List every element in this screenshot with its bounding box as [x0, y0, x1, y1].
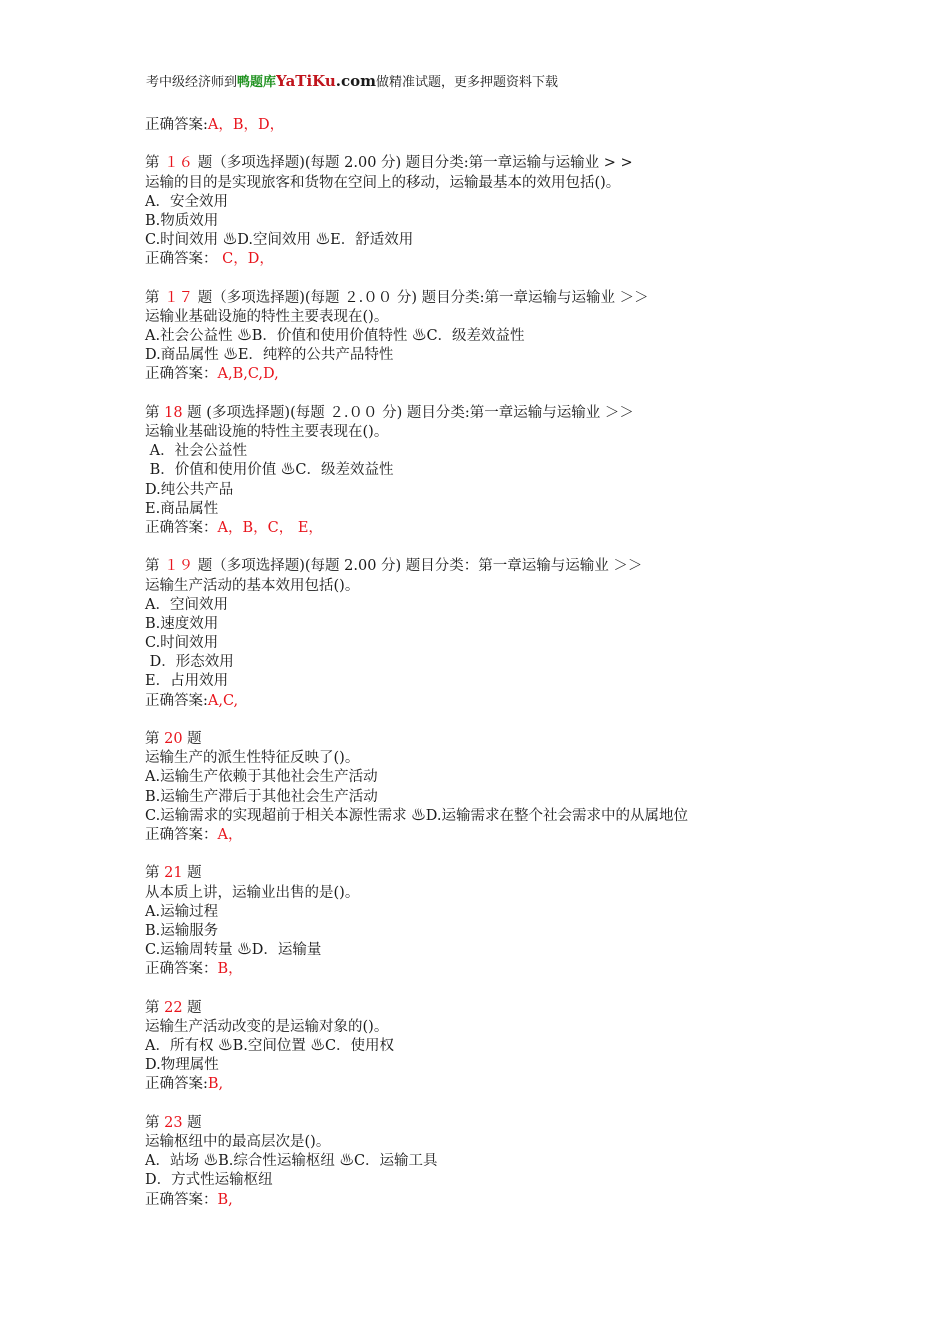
option-line: D．方式性运输枢纽 — [145, 1172, 273, 1189]
question-title — [145, 404, 845, 423]
question-stem: 运输枢纽中的最高层次是()。 — [145, 1133, 331, 1150]
answer-label: 正确答案： — [145, 366, 218, 383]
question-stem: 从本质上讲，运输业出售的是()。 — [145, 884, 360, 901]
page-header — [146, 72, 558, 92]
question-stem: 运输生产活动改变的是运输对象的()。 — [145, 1018, 389, 1035]
question-prefix: 第 — [145, 731, 165, 747]
answer-label: 正确答案: — [145, 1076, 208, 1093]
option-line: B.运输生产滞后于其他社会生产活动 — [145, 788, 378, 805]
question-meta: 题 — [182, 1114, 202, 1131]
question-stem: 运输业基础设施的特性主要表现在()。 — [145, 308, 389, 325]
answer-label: 正确答案: — [145, 117, 208, 133]
option-line: A.运输生产依赖于其他社会生产活动 — [145, 769, 378, 786]
question-number: １９ — [164, 558, 194, 575]
answer-line — [145, 1191, 845, 1210]
question-meta: 题 — [182, 731, 202, 747]
question-prefix: 第 — [145, 1114, 165, 1131]
question-prefix: 第 — [145, 558, 165, 575]
answer-line — [145, 692, 845, 711]
option-line: E.商品属性 — [145, 500, 219, 517]
brand-name-cn[interactable]: 鸭题库 — [237, 75, 277, 90]
option-line: A．社会公益性 — [145, 443, 248, 460]
answer-line — [145, 365, 845, 384]
question-number: 23 — [164, 1114, 183, 1131]
question-number: 22 — [164, 999, 183, 1016]
answer-value: B, — [207, 1076, 224, 1093]
answer-label: 正确答案： — [145, 251, 218, 268]
answer-line — [145, 960, 845, 979]
question-block — [145, 864, 845, 998]
question-meta: 题 — [182, 999, 202, 1016]
header-prefix: 考中级经济师到 — [146, 75, 238, 90]
question-prefix: 第 — [145, 999, 165, 1016]
question-block — [145, 557, 845, 730]
question-prefix: 第 — [145, 289, 165, 306]
question-meta: 题 — [182, 865, 202, 882]
option-line: D．形态效用 — [145, 654, 234, 671]
question-meta: 题（多项选择题)(每题 ２.００ 分) 题目分类:第一章运输与运输业 ＞＞ — [193, 289, 649, 306]
question-meta: 题 (多项选择题)(每题 ２.００ 分) 题目分类:第一章运输与运输业 ＞＞ — [182, 404, 634, 421]
answer-value: C，D， — [217, 251, 274, 268]
question-title — [145, 999, 845, 1018]
answer-label: 正确答案： — [145, 826, 218, 843]
question-title — [145, 1114, 845, 1133]
option-line: A．站场 ♨B.综合性运输枢纽 ♨C．运输工具 — [145, 1153, 438, 1170]
question-block — [145, 1114, 845, 1229]
question-number: 21 — [164, 865, 183, 882]
option-line: A．所有权 ♨B.空间位置 ♨C．使用权 — [145, 1038, 395, 1054]
question-meta: 题（多项选择题)(每题 2.00 分) 题目分类：第一章运输与运输业 ＞＞ — [193, 558, 643, 575]
option-line: B.运输服务 — [145, 922, 219, 939]
question-stem: 运输的目的是实现旅客和货物在空间上的移动，运输最基本的效用包括()。 — [145, 174, 621, 191]
answer-value: A，B，C， E， — [217, 519, 323, 536]
answer-line — [145, 826, 845, 845]
option-line: C.时间效用 — [145, 635, 219, 652]
question-stem: 运输生产的派生性特征反映了()。 — [145, 750, 360, 767]
answer-label: 正确答案: — [145, 692, 208, 709]
top-answer — [145, 116, 845, 135]
answer-value: A， — [217, 826, 243, 843]
answer-label: 正确答案： — [145, 519, 218, 536]
question-number: 18 — [164, 404, 183, 421]
option-line: C.运输需求的实现超前于相关本源性需求 ♨D.运输需求在整个社会需求中的从属地位 — [145, 807, 689, 824]
answer-value: A,B,C,D, — [217, 366, 279, 383]
answer-line — [145, 519, 845, 538]
option-line: B.速度效用 — [145, 615, 219, 632]
question-block — [145, 404, 845, 558]
answer-value: B, — [217, 1191, 233, 1208]
question-prefix: 第 — [145, 404, 165, 421]
question-title — [145, 154, 845, 173]
option-line: A．空间效用 — [145, 596, 228, 613]
question-block — [145, 999, 845, 1114]
answer-line — [145, 250, 845, 269]
question-number: １６ — [164, 155, 194, 172]
header-suffix: 做精准试题，更多押题资料下载 — [376, 75, 559, 90]
answer-line — [145, 1075, 845, 1094]
question-title — [145, 864, 845, 883]
brand-domain[interactable]: .com — [335, 72, 377, 90]
option-line: A．安全效用 — [145, 193, 228, 210]
answer-value: A，B，D， — [207, 117, 285, 133]
option-line: C.时间效用 ♨D.空间效用 ♨E．舒适效用 — [145, 232, 414, 249]
answer-label: 正确答案： — [145, 1191, 218, 1208]
answer-label: 正确答案： — [145, 961, 218, 978]
question-stem: 运输生产活动的基本效用包括()。 — [145, 577, 360, 594]
option-line: B.物质效用 — [145, 212, 219, 229]
option-line: C.运输周转量 ♨D．运输量 — [145, 942, 322, 959]
option-line: B．价值和使用价值 ♨C．级差效益性 — [145, 462, 394, 479]
question-block — [145, 154, 845, 288]
question-block — [145, 289, 845, 404]
option-line: A.运输过程 — [145, 903, 219, 920]
question-title — [145, 730, 845, 749]
question-stem: 运输业基础设施的特性主要表现在()。 — [145, 424, 389, 440]
question-title — [145, 289, 845, 308]
brand-name-en[interactable]: YaTiKu — [276, 72, 336, 90]
option-line: D.纯公共产品 — [145, 481, 234, 498]
answer-value: B， — [217, 961, 243, 978]
option-line: E．占用效用 — [145, 673, 229, 690]
answer-value: A,C, — [207, 692, 239, 709]
question-meta: 题（多项选择题)(每题 2.00 分) 题目分类:第一章运输与运输业 > > — [193, 155, 633, 172]
question-block — [145, 730, 845, 864]
question-list — [145, 116, 845, 1229]
question-title — [145, 557, 845, 576]
option-line: D.商品属性 ♨E．纯粹的公共产品特性 — [145, 347, 394, 364]
question-prefix: 第 — [145, 155, 165, 172]
option-line: A.社会公益性 ♨B．价值和使用价值特性 ♨C．级差效益性 — [145, 328, 525, 345]
option-line: D.物理属性 — [145, 1057, 219, 1074]
question-number: １７ — [164, 289, 194, 306]
question-number: 20 — [164, 731, 183, 747]
question-prefix: 第 — [145, 865, 165, 882]
